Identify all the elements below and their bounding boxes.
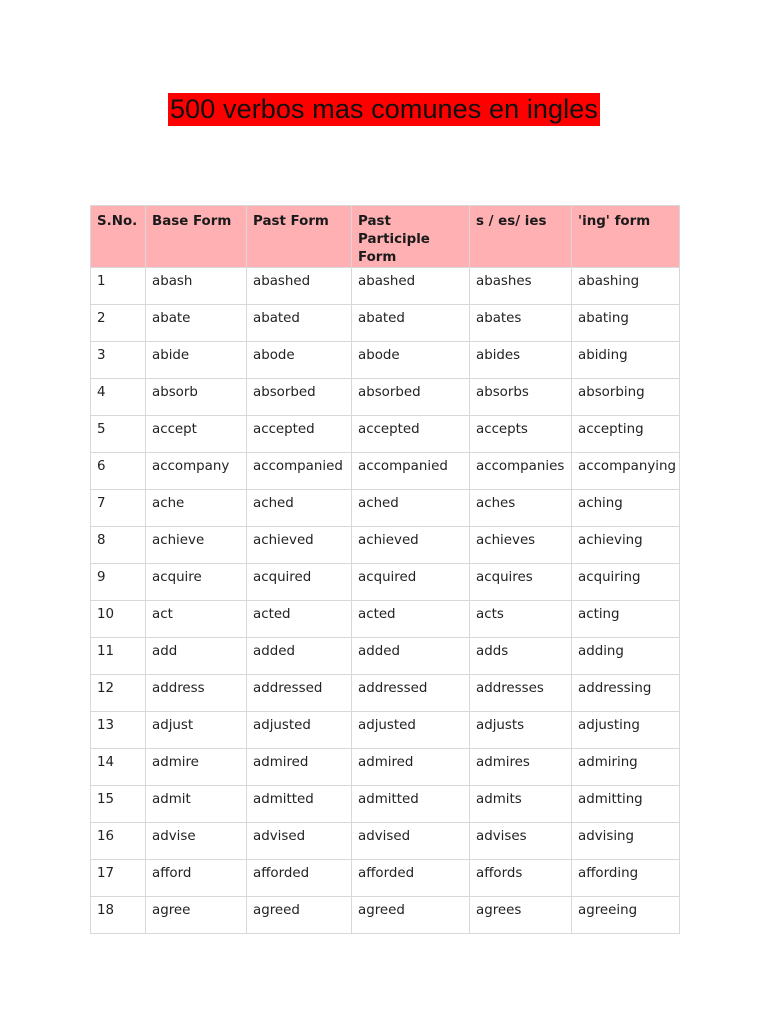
header-s-es-ies-form: s / es/ ies — [470, 206, 572, 268]
cell-base-form: abide — [146, 342, 247, 379]
cell-past-participle: acted — [352, 601, 470, 638]
cell-serial-number: 12 — [91, 675, 146, 712]
cell-s-es-ies: achieves — [470, 527, 572, 564]
cell-past-participle: abated — [352, 305, 470, 342]
cell-ing-form: adjusting — [572, 712, 680, 749]
cell-base-form: acquire — [146, 564, 247, 601]
cell-past-participle: abode — [352, 342, 470, 379]
cell-serial-number: 8 — [91, 527, 146, 564]
cell-s-es-ies: affords — [470, 860, 572, 897]
cell-past-form: agreed — [247, 897, 352, 934]
table-row — [91, 638, 680, 675]
cell-s-es-ies: abates — [470, 305, 572, 342]
table-row — [91, 527, 680, 564]
table-row — [91, 897, 680, 934]
page-title: 500 verbos mas comunes en ingles — [170, 94, 598, 124]
cell-past-participle: absorbed — [352, 379, 470, 416]
cell-past-participle: added — [352, 638, 470, 675]
table-body — [91, 268, 680, 934]
cell-serial-number: 1 — [91, 268, 146, 305]
cell-s-es-ies: addresses — [470, 675, 572, 712]
table-row — [91, 416, 680, 453]
cell-past-participle: adjusted — [352, 712, 470, 749]
cell-base-form: absorb — [146, 379, 247, 416]
cell-past-form: abated — [247, 305, 352, 342]
cell-past-form: acted — [247, 601, 352, 638]
cell-ing-form: acting — [572, 601, 680, 638]
cell-s-es-ies: abides — [470, 342, 572, 379]
cell-past-participle: accepted — [352, 416, 470, 453]
table-row — [91, 268, 680, 305]
table-row — [91, 453, 680, 490]
cell-past-participle: advised — [352, 823, 470, 860]
table-row — [91, 860, 680, 897]
cell-serial-number: 17 — [91, 860, 146, 897]
cell-ing-form: abashing — [572, 268, 680, 305]
cell-serial-number: 7 — [91, 490, 146, 527]
cell-serial-number: 4 — [91, 379, 146, 416]
cell-ing-form: adding — [572, 638, 680, 675]
cell-serial-number: 10 — [91, 601, 146, 638]
cell-s-es-ies: absorbs — [470, 379, 572, 416]
table-row — [91, 823, 680, 860]
cell-past-form: absorbed — [247, 379, 352, 416]
table-row — [91, 342, 680, 379]
header-serial-number: S.No. — [91, 206, 146, 268]
table-header-row — [91, 206, 680, 268]
table-row — [91, 379, 680, 416]
cell-base-form: address — [146, 675, 247, 712]
cell-past-form: adjusted — [247, 712, 352, 749]
cell-past-form: abode — [247, 342, 352, 379]
cell-serial-number: 15 — [91, 786, 146, 823]
cell-past-form: accepted — [247, 416, 352, 453]
cell-past-form: addressed — [247, 675, 352, 712]
cell-serial-number: 13 — [91, 712, 146, 749]
cell-ing-form: advising — [572, 823, 680, 860]
cell-s-es-ies: adds — [470, 638, 572, 675]
cell-past-form: afforded — [247, 860, 352, 897]
cell-past-participle: afforded — [352, 860, 470, 897]
cell-serial-number: 16 — [91, 823, 146, 860]
cell-ing-form: affording — [572, 860, 680, 897]
cell-past-form: admired — [247, 749, 352, 786]
cell-s-es-ies: aches — [470, 490, 572, 527]
cell-s-es-ies: acquires — [470, 564, 572, 601]
table-row — [91, 786, 680, 823]
cell-base-form: afford — [146, 860, 247, 897]
cell-past-form: achieved — [247, 527, 352, 564]
cell-ing-form: absorbing — [572, 379, 680, 416]
cell-base-form: accept — [146, 416, 247, 453]
table-row — [91, 749, 680, 786]
verb-forms-table — [90, 205, 680, 934]
cell-ing-form: addressing — [572, 675, 680, 712]
table-row — [91, 675, 680, 712]
header-ing-form: 'ing' form — [572, 206, 680, 268]
cell-serial-number: 9 — [91, 564, 146, 601]
cell-serial-number: 18 — [91, 897, 146, 934]
cell-past-participle: abashed — [352, 268, 470, 305]
cell-past-form: abashed — [247, 268, 352, 305]
cell-past-participle: agreed — [352, 897, 470, 934]
cell-past-participle: addressed — [352, 675, 470, 712]
table-row — [91, 305, 680, 342]
cell-ing-form: abating — [572, 305, 680, 342]
header-past-form: Past Form — [247, 206, 352, 268]
cell-s-es-ies: acts — [470, 601, 572, 638]
cell-past-participle: achieved — [352, 527, 470, 564]
cell-past-form: admitted — [247, 786, 352, 823]
cell-serial-number: 6 — [91, 453, 146, 490]
cell-ing-form: admiring — [572, 749, 680, 786]
cell-ing-form: abiding — [572, 342, 680, 379]
cell-ing-form: agreeing — [572, 897, 680, 934]
cell-serial-number: 14 — [91, 749, 146, 786]
table-row — [91, 712, 680, 749]
title-container — [0, 93, 768, 126]
cell-serial-number: 2 — [91, 305, 146, 342]
cell-s-es-ies: accepts — [470, 416, 572, 453]
cell-s-es-ies: admits — [470, 786, 572, 823]
cell-serial-number: 5 — [91, 416, 146, 453]
cell-base-form: abate — [146, 305, 247, 342]
cell-base-form: achieve — [146, 527, 247, 564]
cell-base-form: admire — [146, 749, 247, 786]
cell-past-participle: admired — [352, 749, 470, 786]
table-row — [91, 490, 680, 527]
cell-past-participle: accompanied — [352, 453, 470, 490]
table-row — [91, 601, 680, 638]
cell-base-form: agree — [146, 897, 247, 934]
cell-ing-form: achieving — [572, 527, 680, 564]
cell-ing-form: accepting — [572, 416, 680, 453]
cell-past-participle: ached — [352, 490, 470, 527]
cell-serial-number: 3 — [91, 342, 146, 379]
cell-past-form: ached — [247, 490, 352, 527]
cell-past-form: acquired — [247, 564, 352, 601]
cell-base-form: add — [146, 638, 247, 675]
cell-serial-number: 11 — [91, 638, 146, 675]
cell-s-es-ies: abashes — [470, 268, 572, 305]
cell-past-form: advised — [247, 823, 352, 860]
cell-base-form: advise — [146, 823, 247, 860]
cell-ing-form: aching — [572, 490, 680, 527]
cell-s-es-ies: adjusts — [470, 712, 572, 749]
cell-past-participle: acquired — [352, 564, 470, 601]
cell-s-es-ies: agrees — [470, 897, 572, 934]
cell-s-es-ies: advises — [470, 823, 572, 860]
cell-ing-form: admitting — [572, 786, 680, 823]
cell-past-form: accompanied — [247, 453, 352, 490]
cell-s-es-ies: accompanies — [470, 453, 572, 490]
cell-past-form: added — [247, 638, 352, 675]
cell-base-form: adjust — [146, 712, 247, 749]
cell-base-form: abash — [146, 268, 247, 305]
cell-base-form: act — [146, 601, 247, 638]
cell-s-es-ies: admires — [470, 749, 572, 786]
cell-base-form: accompany — [146, 453, 247, 490]
header-past-participle-form: Past Participle Form — [352, 206, 470, 268]
table-row — [91, 564, 680, 601]
cell-ing-form: accompanying — [572, 453, 680, 490]
cell-base-form: ache — [146, 490, 247, 527]
cell-base-form: admit — [146, 786, 247, 823]
cell-ing-form: acquiring — [572, 564, 680, 601]
header-base-form: Base Form — [146, 206, 247, 268]
cell-past-participle: admitted — [352, 786, 470, 823]
